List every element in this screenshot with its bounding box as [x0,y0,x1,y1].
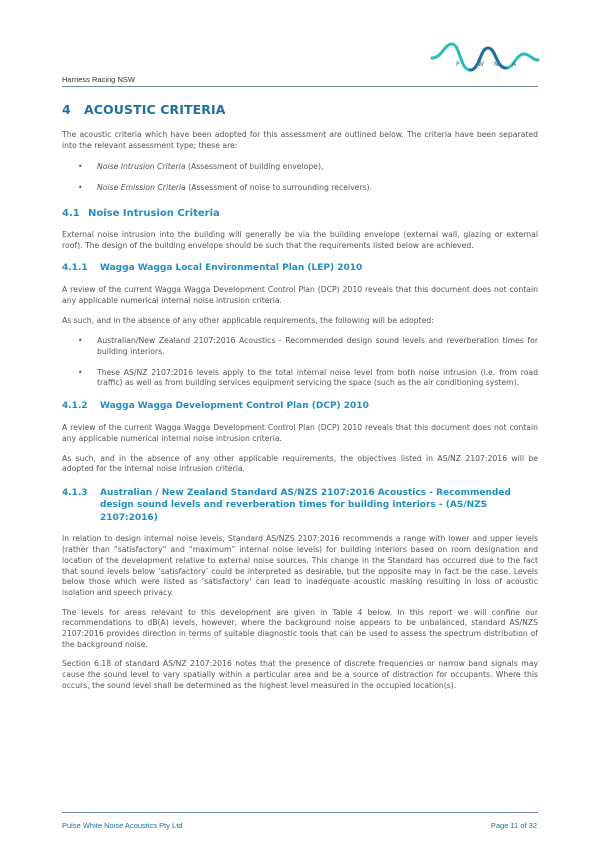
list-item [62,162,538,173]
bullet-marker: • [78,162,83,172]
section-title: ACOUSTIC CRITERIA [84,102,226,117]
subsubsection-number: 4.1.2 [62,401,88,412]
criteria-type-list [62,162,538,193]
section-number: 4 [62,102,71,117]
pwna-logo [430,40,540,80]
logo-letter-w: W [478,61,484,68]
subsection-heading [62,208,538,219]
paragraph: In relation to design internal noise levels, Standard AS/NZS 2107:2016 recommends a range with lower and upper levels (rather than “satisfactory” and “maximum” internal noise levels) for building interiors based on room designation and location of the development relative to external noise sources. This change in the Standard has occurred due to the fact that sound levels below ‘satisfactory’ could be interpreted as desirable, but the opposite may in fact be the case. Levels below those which were listed as ‘satisfactory’ can lead to inadequate acoustic masking resulting in loss of acoustic isolation and speech privacy. [62,534,538,597]
paragraph: The levels for areas relevant to this development are given in Table 4 below. In this report we will confine our recommendations to dB(A) levels, however, where the background noise appears to be unbalanced, standard AS/NZS 2107:2016 provides direction in terms of suitable diagnostic tools that can be used to assess the spectrum distribution of the background noise. [62,607,538,649]
subsubsection-title: Wagga Wagga Local Environmental Plan (LEP) 2010 [100,263,363,274]
section-heading [62,96,538,117]
page-content [62,96,538,692]
criteria-type-desc: (Assessment of noise to surrounding receivers). [185,183,373,193]
criteria-type-desc: (Assessment of building envelope), [185,162,324,172]
adopted-standards-list [62,336,538,389]
paragraph: Section 6.18 of standard AS/NZ 2107:2016 notes that the presence of discrete frequencies or narrow band signals may cause the sound level to vary spatially within a particular area and be a source of distraction for occupants. Where this occurs, the sound level shall be determined as the highest level measured in the occupied location(s). [62,659,538,690]
list-item [62,368,538,389]
list-item [62,183,538,194]
paragraph: A review of the current Wagga Wagga Development Control Plan (DCP) 2010 reveals that this document does not contain any applicable numerical internal noise intrusion criteria. [62,285,538,305]
subsection-number: 4.1 [62,207,80,219]
criteria-type-name: Noise Emission Criteria [97,183,186,193]
list-item [62,336,538,357]
logo-letter-a: A [512,61,517,68]
logo-wave-accent [470,48,506,70]
criteria-type-name: Noise Intrusion Criteria [97,162,186,172]
paragraph: A review of the current Wagga Wagga Development Control Plan (DCP) 2010 reveals that this document does not contain any applicable numerical internal noise intrusion criteria. [62,423,538,443]
logo-letter-n: N [494,61,499,68]
subsubsection-title: Australian / New Zealand Standard AS/NZS 2107:2016 Acoustics - Recommended design sound levels and reverberation times for building interiors - (AS/NZS 2107:2016) [100,487,511,523]
logo-letter-p: P [456,61,460,68]
bullet-marker: • [78,367,83,377]
subsubsection-number: 4.1.3 [62,487,88,498]
paragraph: External noise intrusion into the building will generally be via the building envelope (external wall, glazing or external roof). The design of the building envelope should be such that the requirements listed below are achieved. [62,229,538,250]
paragraph: As such, and in the absence of any other applicable requirements, the following will be adopted: [62,315,434,325]
section-intro: The acoustic criteria which have been adopted for this assessment are outlined below. The criteria have been separated into the relevant assessment type; these are: [62,130,538,150]
bullet-marker: • [78,336,83,346]
page-number: Page 11 of 32 [490,821,537,830]
subsection-title: Noise Intrusion Criteria [88,207,220,219]
subsubsection-number: 4.1.1 [62,263,88,274]
header-divider [62,86,538,87]
header-client-name: Harness Racing NSW [62,75,135,84]
list-item-text: Australian/New Zealand 2107:2016 Acoustics - Recommended design sound levels and reverberation times for building interiors. [97,336,538,357]
paragraph: As such, and in the absence of any other applicable requirements, the objectives listed in AS/NZ 2107:2016 will be adopted for the internal noise intrusion criteria. [62,453,538,474]
subsubsection-heading [62,401,538,411]
bullet-marker: • [78,183,83,193]
subsubsection-heading [62,487,538,525]
subsubsection-title: Wagga Wagga Development Control Plan (DCP) 2010 [100,401,369,412]
list-item-text: These AS/NZ 2107:2016 levels apply to the total internal noise level from both noise intrusion (i.e. from road traffic) as well as from building services equipment servicing the space (such as the air conditioning system). [97,367,538,388]
footer-divider [62,812,538,813]
subsubsection-heading [62,263,538,273]
footer-company: Pulse White Noise Acoustics Pty Ltd [62,821,183,830]
